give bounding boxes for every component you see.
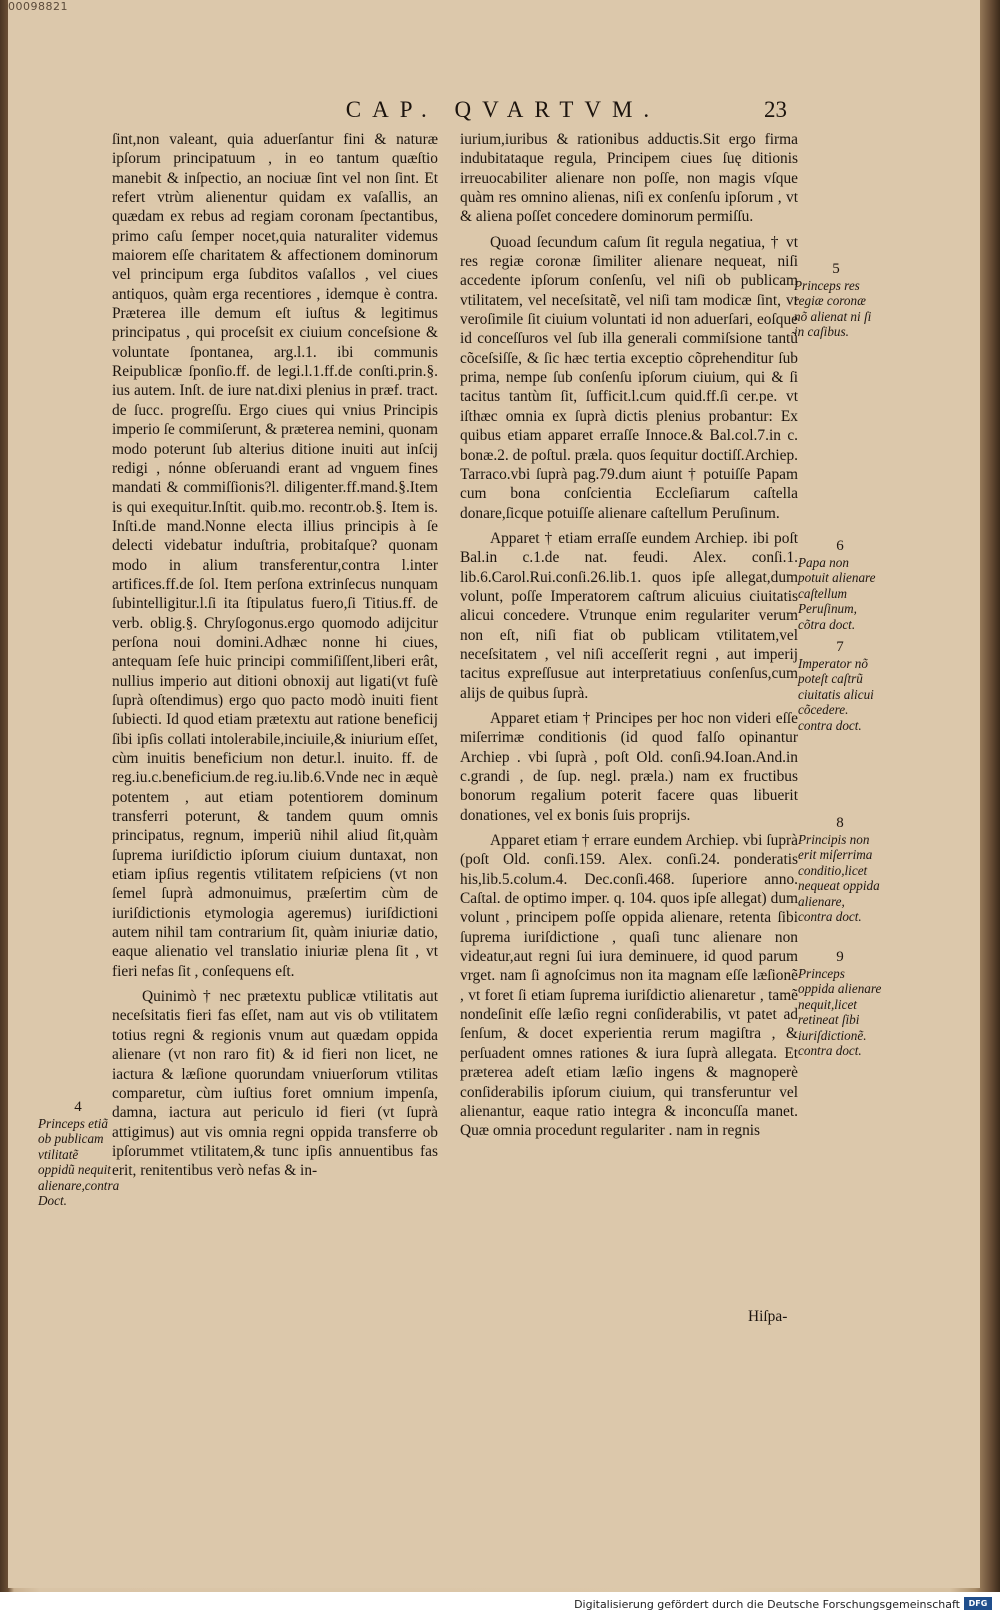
right-paragraph-4: Apparet etiam † Principes per hoc non videri eſſe miſerrimæ conditionis (id quod falſo opinantur Archiep . vbi ſuprà , poſt Old. conſi.94.Ioan.And.in c.grandi , de ſup. negl. præla.) nam ex fructibus bonorum regalium poterit facere quas libuerit donationes, vel ex bonis ſuis proprijs. [460,709,798,824]
right-paragraph-3: Apparet † etiam erraſſe eundem Archiep. ibi poſt Bal.in c.1.de nat. feudi. Alex. conſi.1. lib.6.Carol.Rui.conſi.26.lib.1. quos ipſe allegat,dum volunt, poſſe Imperatorem caſtrum alicuius ciuitatis alicui concedere. Vtrunque enim regulariter verum non eſt, niſi fiat ob publicam vtilitatem,vel neceſsitatem , vel niſi acceſſerit regni , aut imperij tacitus expreſſusue aut interpretatiuus conſenſus,cum alijs de quibus ſuprà. [460,529,798,702]
right-paragraph-5: Apparet etiam † errare eundem Archiep. vbi ſuprà (poſt Old. conſi.159. Alex. conſi.24. ponderatis his,lib.5.colum.4. Dec.conſi.468. ſuperiore anno. Caſtal. de optimo imper. q. 104. quos ipſe allegat) dum volunt , principem poſſe oppida alienare, retenta ſibi ſuprema iuriſdictione , quaſi tunc alienare non videatur,aut regni ſui iura deminuere, id quod parum vrget. nam ſi agnoſcimus non ita magnam eſſe læſionẽ , vt foret ſi etiam ſuprema iuriſdictio alienaretur , tamẽ nondeſinit eſſe læſio regni conſiderabilis, vt patet ad ſenſum, & docet experientia rerum magiſtra , & perſuadent omnes rationes & iura ſuprà allegata. Et præterea adeſt etiam læſio ingens & magnoperè conſiderabilis ipſorum ciuium, qui transferuntur vel alienantur, eaque ratio integra & inconcuſſa manet. Quæ omnia procedunt regulariter . nam in regnis [460,832,798,1140]
left-paragraph-2: Quinimò † nec prætextu publicæ vtilitatis aut neceſsitatis fieri fas eſſet, nam aut vis ob vtilitatem totius regni & regionis vnum aut quædam oppida alienare (vt non raro fit) & id fieri non licet, ne iactura & læſione quorundam vniuerſorum vtilitas comparetur, cùm iuſtius foret omnium impenſa, damna, iactura aut periculo id fieri (vt ſuprà attigimus) aut vis omnia regni oppida transferre ob ipſorummet vtilitatem,& tunc ipſis annuentibus fas erit, renitentibus verò nefas & in- [112,988,438,1180]
catchword: Hiſpa- [748,1308,788,1325]
margin-note-number: 7 [836,639,844,655]
margin-note-number: 8 [836,815,844,831]
digitization-credit: Digitalisierung gefördert durch die Deutsche Forschungsgemeinschaft [574,1598,960,1611]
margin-note-text: Princeps oppida alienare nequit,licet retineat ſibi iuriſdictionẽ. contra doct. [798,965,882,1058]
left-paragraph-1: ſint,non valeant, quia aduerſantur fini & naturæ ipſorum principatuum , in eo tantum quæſtio manebit & inſpectio, an nociuæ ſint vel non ſint. Et refert vtrùm alienentur quidam ex vaſallis, an quædam ex rebus ad regiam coronam ſpectantibus, primo caſu ſemper nocet,quia naturaliter videmus maiorem eſſe charitatem & affectionem dominorum vel principum erga ſubditos vaſallos , vel ciues antiquos, quàm erga recentiores , idemque è contra. Præterea ille demum eſt iuſtus & legitimus principatus , qui proceſsit ex ciuium conceſsione & voluntate ſpontanea, arg.l.1. ibi communis Reipublicæ ſponſio.ff. de legi.l.1.ff.de conſti.prin.§. ius autem. Inſt. de iure nat.dixi plenius in præf. tract. de ſucc. progreſſu. Ergo ciues qui vnius Principis imperio ſe commiſerunt, & præterea nemini, quonam modo poterunt ſub alterius ditione inuiti aut inſcij redigi , nónne obſeruandi erant ad vnguem fines mandati & commiſſionis?l. diligenter.ff.mand.§.Item is qui exequitur.Inſtit. quib.mo. recontr.ob.§. Item is. Inſti.de mand.Nonne electa illius principis à ſe delecti videbatur induſtria, probitaſque? quonam modo in alium transferentur,contra l.inter artifices.ff.de ſol. Item perſona extrinſecus nunquam ſubintelligitur.l.ſi ita ſtipulatus fuero,ſi Titius.ff. de verb. oblig.§. Chryſogonus.ergo quomodo adijcitur perſona noui domini.Adhæc nonne hi ciues, antequam ſeſe huic principi commiſiſſent,liberi erât, nullius imperio aut ditioni obnoxij aut ligati(vt fuſè ſuprà oſtendimus) ergo quo pacto modò inuiti fient ſubiecti. Id quod etiam prætextu aut ratione beneficij ſibi ipſis collati intolerabile,inciuile,& iniurium eſſet, cùm inuitis beneficium non detur.l. inuito. ff. de reg.iu.c.beneficium.de reg.iu.lib.6.Vnde nec in æquè potentem , aut etiam potentiorem dominum transferri poterunt, & tandem quum omnis principatus, regnum, imperiũ nihil aliud ſit,quàm ſuprema iuriſdictio ipſorum ciuium duntaxat, non etiam ipſius regentis vtilitatem reſpiciens (vt non ſemel ſuprà admonuimus, præſertim cùm de iuriſdictionis etymologia ageremus) iuriſdictioni autem nihil tam contrarium ſit, quàm iniuriæ datio, eaque alienatio vel translatio iniuriæ plena ſit , vt fieri nefas ſit , conſequens eſt. [112,131,438,980]
right-paragraph-1: iurium,iuribus & rationibus adductis.Sit ergo firma indubitataque regula, Principem ciues ſuę ditionis irreuocabiliter alienare non poſſe, non magis vſque quàm res omnino alienas, niſi ex conſenſu ipſorum , vt & aliena poſſet concedere dominorum permiſſu. [460,131,798,226]
margin-note-7 [798,640,882,733]
margin-note-number: 4 [74,1099,82,1115]
scan-id-tag: 00098821 [8,0,68,13]
margin-note-text: Princeps res regiæ coronæ nõ alienat ni ſi in caſibus. [794,277,872,339]
margin-note-8 [798,816,882,925]
margin-note-text: Principis non erit miſerrima conditio,licet nequeat oppida alienare, contra doct. [798,831,880,924]
margin-note-text: Imperator nõ poteſt caſtrũ ciuitatis alicui cõcedere. contra doct. [798,655,874,733]
running-head: CAP. QVARTVM. [345,97,661,122]
right-paragraph-2: Quoad ſecundum caſum ſit regula negatiua, † vt res regiæ coronæ ſimiliter alienare nequeat, niſi accedente ipſorum conſenſu, vel niſi ob publicam vtilitatem, vel neceſsitatẽ, vel niſi tam modicæ ſint, vt veroſimile ſit ciuium voluntati id non aduerſari, eoſque id conceſſuros vel ſub illa generali commiſsione tantũ cõceſsiſſe, & ſic hæc tertia exceptio cõprehenditur ſub prima, nempe ſub conſenſu ipſorum ciuium, qui & ſi tacitus tantùm ſit, ſufficit.l.cum quid.ff.ſi cer.pe. vt iſthæc omnia ex ſuprà dictis plenius probantur: Ex quibus etiam apparet erraſſe Innoce.& Bal.col.7.in c. bonæ.2. de poſtul. præla. quos ſequitur doctiſſ.Archiep. Tarraco.vbi ſuprà pag.79.dum aiunt † potuiſſe Papam cum bona conſcientia Eccleſiarum caſtella donare,ſicque potuiſſe alienare caſtellum Peruſinum. [460,233,798,522]
left-column [112,130,438,1181]
right-column [460,130,798,1141]
margin-note-number: 9 [836,949,844,965]
page-number: 23 [764,97,787,122]
margin-note-number: 6 [836,538,844,554]
margin-note-number: 5 [832,261,840,277]
margin-note-text: Papa non potuit alienare caſtellum Peruſinum, cõtra doct. [798,554,876,632]
dfg-logo: DFG [964,1597,992,1610]
margin-note-text: Princeps etiã ob publicam vtilitatẽ oppidũ nequit alienare,contra Doct. [38,1115,120,1208]
margin-note-4 [38,1100,118,1209]
margin-note-9 [798,950,882,1059]
margin-note-5 [794,262,878,340]
margin-note-6 [798,539,882,632]
book-page [8,0,980,1588]
